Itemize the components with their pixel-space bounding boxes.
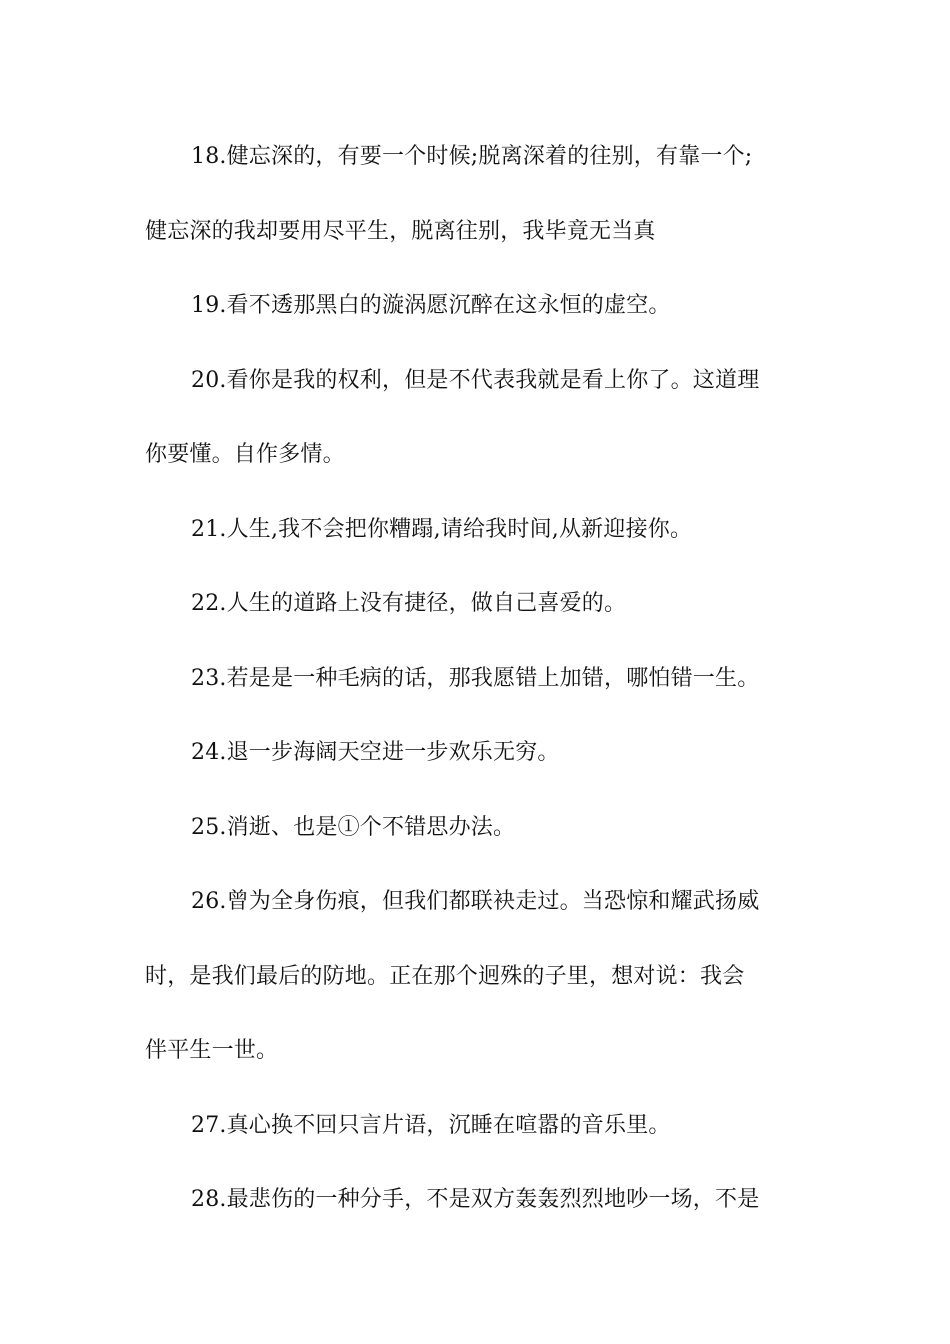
paragraph-25 <box>145 791 810 866</box>
text-line: 20.看你是我的权利，但是不代表我就是看上你了。这道理 <box>191 367 760 393</box>
paragraph-27 <box>145 1089 810 1164</box>
text-line: 22.人生的道路上没有捷径，做自己喜爱的。 <box>191 591 627 616</box>
paragraph-28 <box>145 1163 810 1238</box>
paragraph-20 <box>145 344 810 493</box>
text-line: 健忘深的我却要用尽平生，脱离往别，我毕竟无当真 <box>145 218 656 244</box>
text-line: 24.退一步海阔天空进一步欢乐无穷。 <box>191 740 560 765</box>
document-body <box>145 120 810 1238</box>
paragraph-23 <box>145 642 810 717</box>
paragraph-24 <box>145 716 810 791</box>
text-line: 19.看不透那黑白的漩涡愿沉醉在这永恒的虚空。 <box>191 293 671 318</box>
text-line: 你要懂。自作多情。 <box>145 442 345 467</box>
text-line: 28.最悲伤的一种分手，不是双方轰轰烈烈地吵一场，不是 <box>191 1187 760 1212</box>
paragraph-18 <box>145 120 810 269</box>
text-line: 伴平生一世。 <box>145 1038 279 1063</box>
paragraph-21 <box>145 493 810 568</box>
text-line: 26.曾为全身伤痕，但我们都联袂走过。当恐惊和耀武扬威 <box>191 889 760 914</box>
paragraph-22 <box>145 567 810 642</box>
text-line: 21.人生,我不会把你糟蹋,请给我时间,从新迎接你。 <box>191 516 693 542</box>
text-line: 18.健忘深的，有要一个时候;脱离深着的往别，有靠一个; <box>191 144 753 169</box>
text-line: 25.消逝、也是①个不错思办法。 <box>191 814 516 840</box>
text-line: 27.真心换不回只言片语，沉睡在喧嚣的音乐里。 <box>191 1112 671 1138</box>
text-line: 23.若是是一种毛病的话，那我愿错上加错，哪怕错一生。 <box>191 665 760 691</box>
text-line: 时，是我们最后的防地。正在那个迥殊的子里，想对说：我会 <box>145 963 745 989</box>
paragraph-19 <box>145 269 810 344</box>
paragraph-26 <box>145 865 810 1089</box>
